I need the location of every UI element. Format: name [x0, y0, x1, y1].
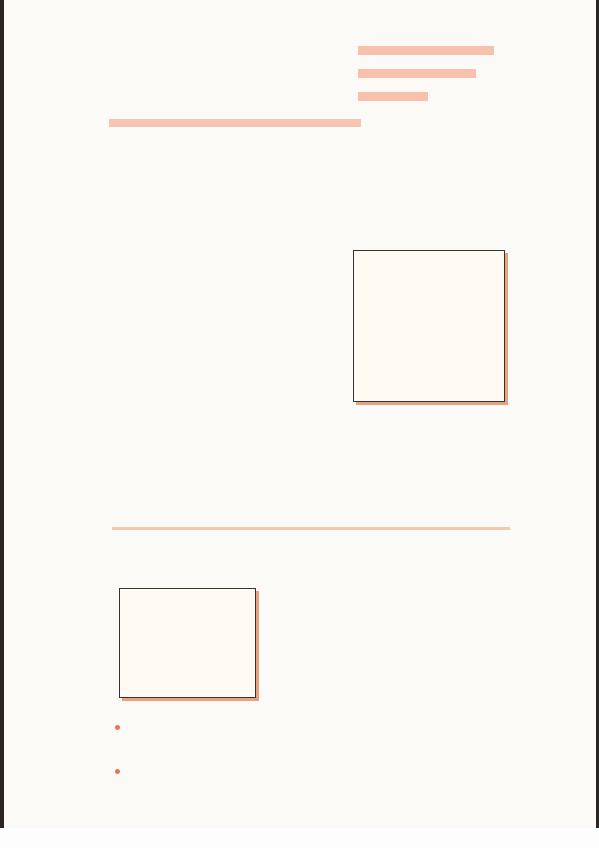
scanner-footer-bar: [0, 828, 599, 848]
subtitle-line-2: [360, 59, 368, 61]
surface-complex-diagram: [119, 588, 256, 698]
subtitle-line-1: [360, 36, 368, 38]
subtitle-line-3: [360, 82, 368, 84]
colloid-diagram: [353, 250, 505, 402]
notebook-page: [4, 0, 596, 828]
colloid-diagram-drawing: [354, 251, 504, 401]
bullet-dot: [115, 769, 120, 774]
surface-complex-drawing: [120, 589, 255, 697]
title-lettering: [99, 18, 349, 98]
bullet-dot: [115, 725, 120, 730]
